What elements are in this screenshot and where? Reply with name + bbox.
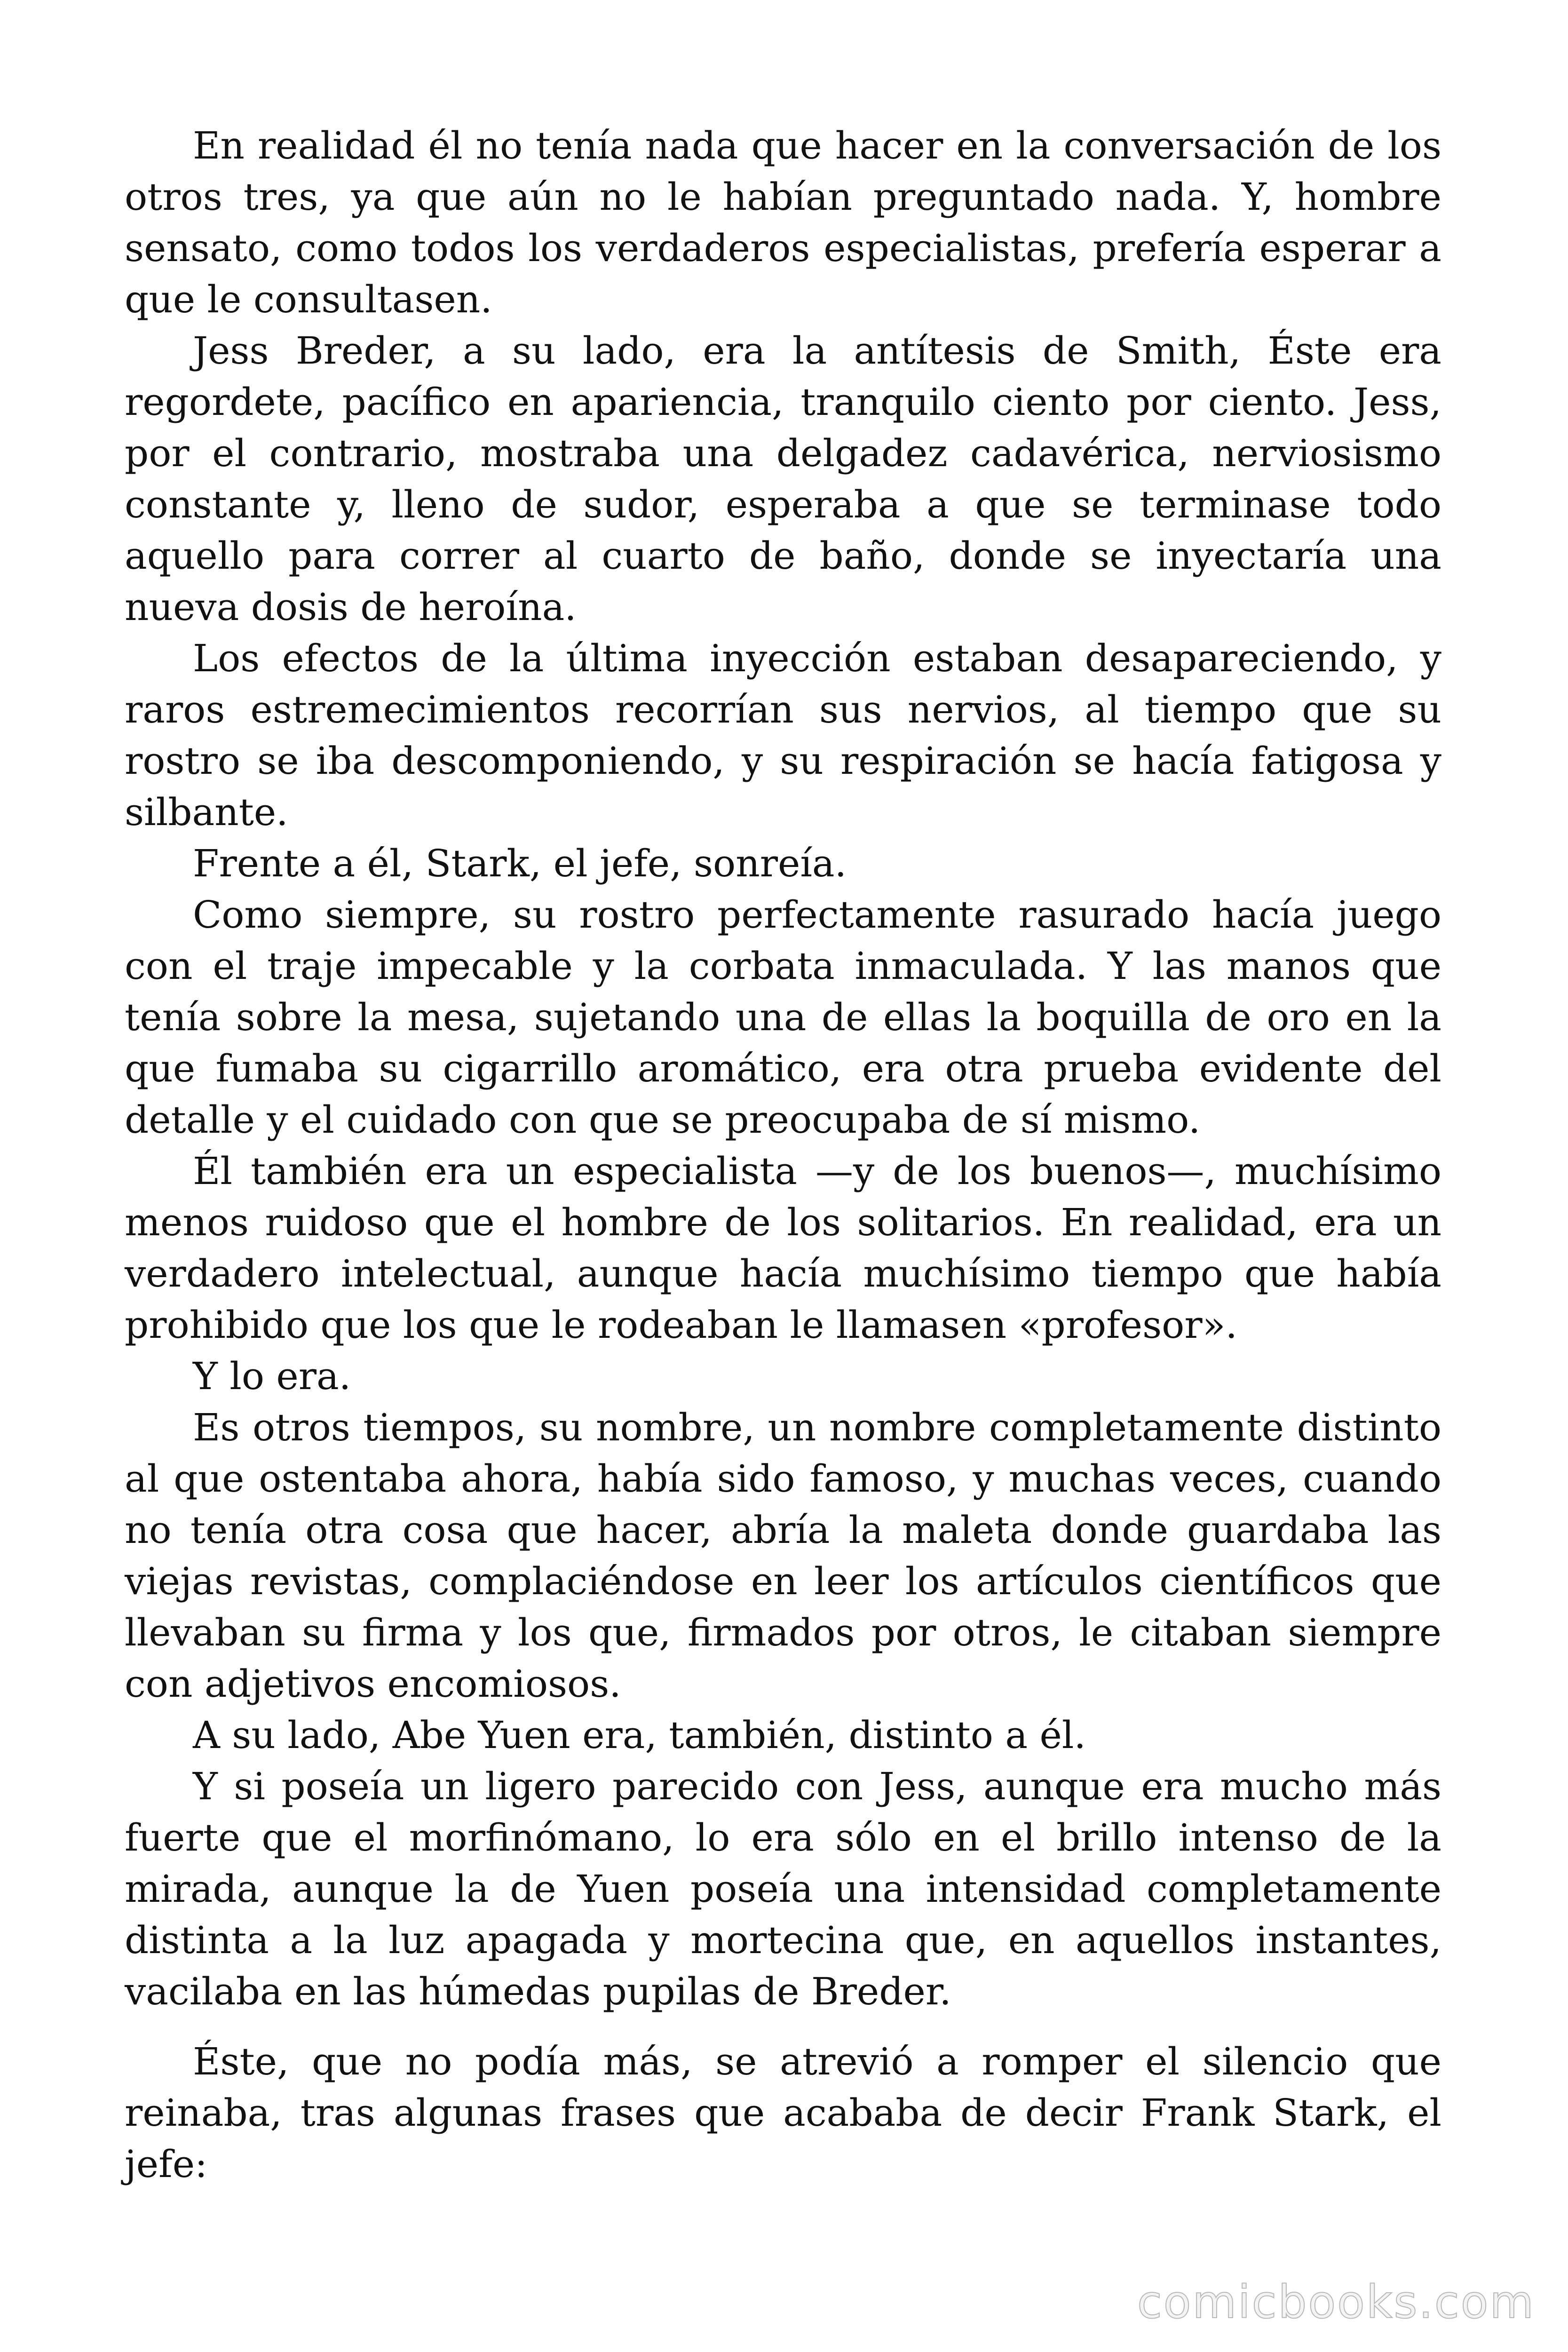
paragraph-6: Él también era un especialista —y de los buenos—, muchísimo menos ruidoso que el hombre de los solitarios. En realidad, era un verdadero intelectual, aunque hacía muchísimo tiempo que había prohibido que los que le rodeaban le llamasen «profesor». bbox=[125, 1149, 1441, 1347]
book-page-text bbox=[125, 120, 1441, 2190]
paragraph-8: Es otros tiempos, su nombre, un nombre completamente distinto al que ostentaba ahora, había sido famoso, y muchas veces, cuando no tenía otra cosa que hacer, abría la maleta donde guardaba las viejas revistas, complaciéndose en leer los artículos científicos que llevaban su firma y los que, firmados por otros, le citaban siempre con adjetivos encomiosos. bbox=[125, 1406, 1441, 1706]
paragraph-11: Éste, que no podía más, se atrevió a romper el silencio que reinaba, tras algunas frases que acababa de decir Frank Stark, el jefe: bbox=[125, 2040, 1441, 2186]
paragraph-4: Frente a él, Stark, el jefe, sonreía. bbox=[193, 842, 847, 885]
paragraph-9: A su lado, Abe Yuen era, también, distinto a él. bbox=[193, 1713, 1086, 1757]
paragraph-3: Los efectos de la última inyección estaban desapareciendo, y raros estremecimientos recorrían sus nervios, al tiempo que su rostro se iba descomponiendo, y su respiración se hacía fatigosa y silbante. bbox=[125, 636, 1441, 834]
paragraph-7: Y lo era. bbox=[193, 1354, 351, 1398]
paragraph-5: Como siempre, su rostro perfectamente rasurado hacía juego con el traje impecable y la corbata inmaculada. Y las manos que tenía sobre la mesa, sujetando una de ellas la boquilla de oro en la que fumaba su cigarrillo aromático, era otra prueba evidente del detalle y el cuidado con que se preocupaba de sí mismo. bbox=[125, 893, 1441, 1142]
paragraph-10: Y si poseía un ligero parecido con Jess, aunque era mucho más fuerte que el morfinómano, lo era sólo en el brillo intenso de la mirada, aunque la de Yuen poseía una intensidad completamente distinta a la luz apagada y mortecina que, en aquellos instantes, vacilaba en las húmedas pupilas de Breder. bbox=[125, 1764, 1441, 2013]
paragraph-2: Jess Breder, a su lado, era la antítesis de Smith, Éste era regordete, pacífico en apariencia, tranquilo ciento por ciento. Jess, por el contrario, mostraba una delgadez cadavérica, nerviosismo constante y, lleno de sudor, esperaba a que se terminase todo aquello para correr al cuarto de baño, donde se inyectaría una nueva dosis de heroína. bbox=[125, 329, 1441, 629]
watermark-text: comicbooks.com bbox=[1137, 2276, 1535, 2328]
paragraph-1: En realidad él no tenía nada que hacer en la conversación de los otros tres, ya que aún no le habían preguntado nada. Y, hombre sensato, como todos los verdaderos especialistas, prefería esperar a que le consultasen. bbox=[125, 124, 1441, 321]
